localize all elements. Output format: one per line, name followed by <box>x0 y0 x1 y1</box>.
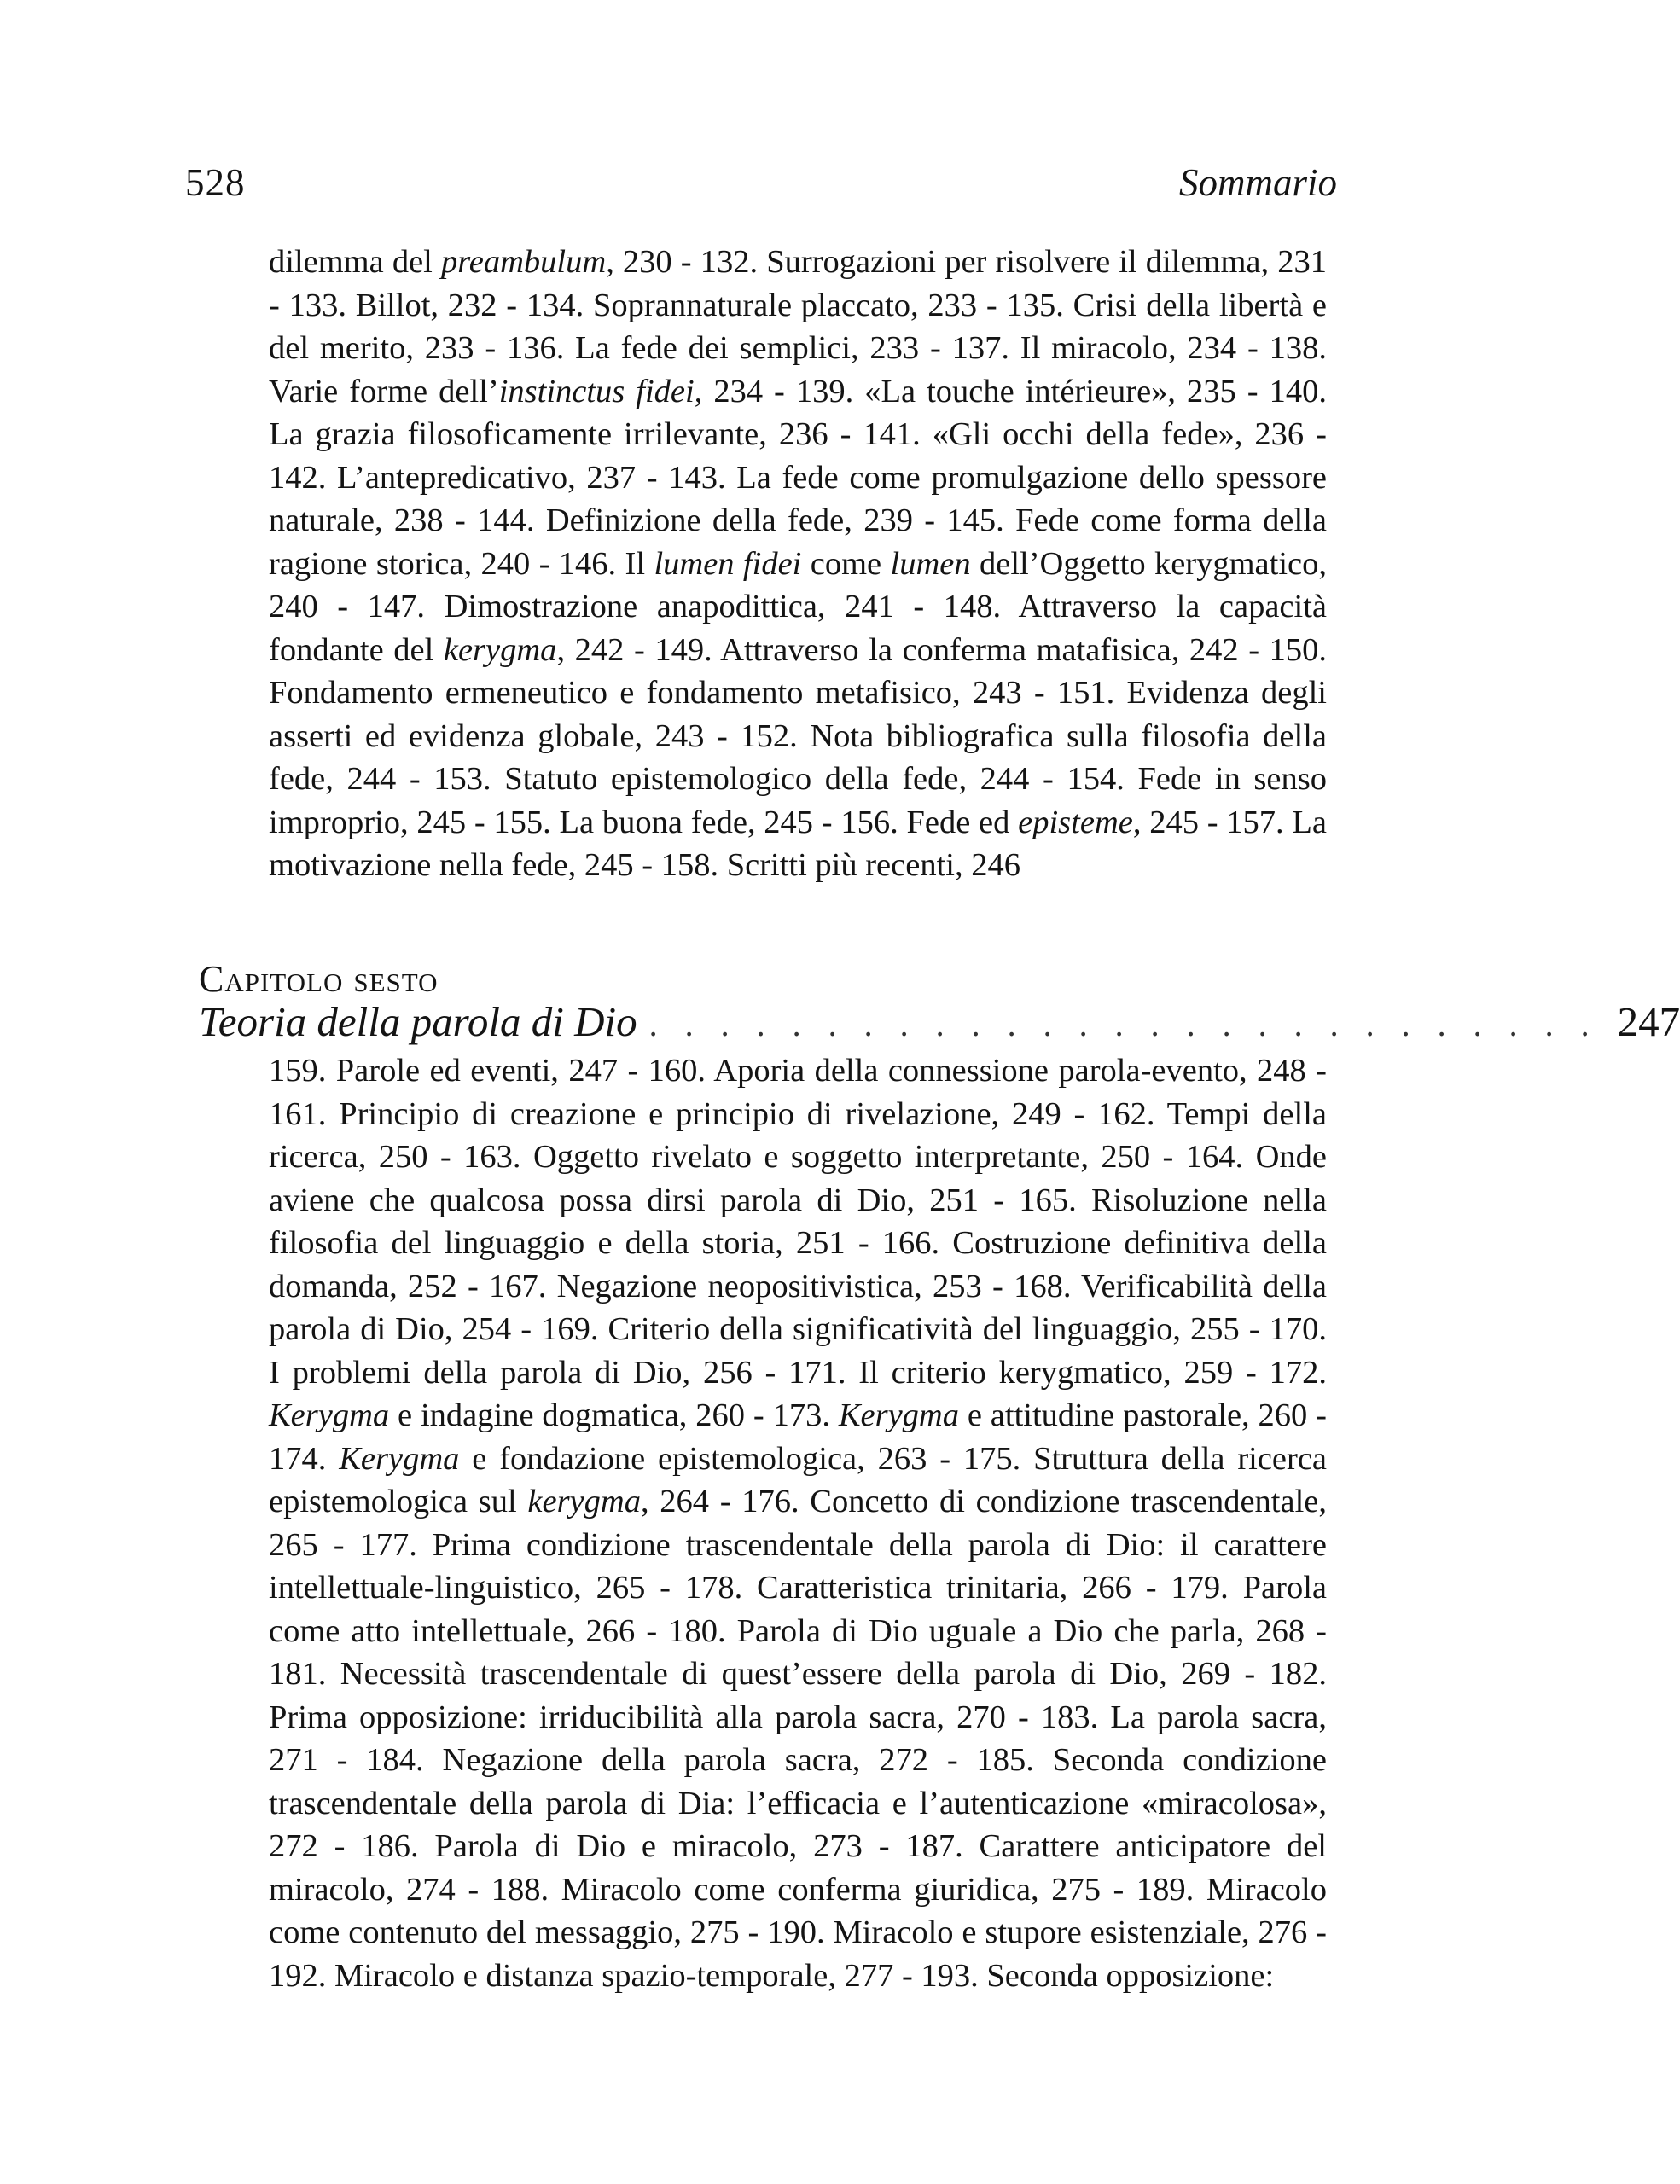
chapter-title: Teoria della parola di Dio <box>199 998 637 1045</box>
toc-text: e attitudine pastorale, 260 - 174. <box>269 1397 1327 1477</box>
italic-term: Kerygma <box>269 1397 390 1433</box>
toc-text: e indagine dogmatica, 260 - 173. <box>389 1397 839 1433</box>
chapter-page-number: 247 <box>1617 998 1680 1045</box>
toc-text: , 242 - 149. Attraverso la conferma matafisica, 242 - 150. Fondamento ermeneutico e fondamento metafisico, 243 - 151. Evidenza degli asserti ed evidenza globale, 243 - 152. Nota bibliografica sulla filosofia della fede, 244 - 153. Statuto epistemologico della fede, 244 - 154. Fede in senso improprio, 245 - 155. La buona fede, 245 - 156. Fede ed <box>269 631 1327 840</box>
page-number: 528 <box>185 161 246 204</box>
italic-term: instinctus fidei <box>498 373 695 410</box>
italic-term: lumen fidei <box>654 545 802 582</box>
chapter-label: Capitolo sesto <box>199 958 439 1000</box>
toc-text: , 234 - 139. «La touche intérieure», 235 - 140. La grazia filosoficamente irrilevante, 236 - 141. «Gli occhi della fede», 236 - 142. L’antepredicativo, 237 - 143. La fede come promulgazione dello spessore naturale, 238 - 144. Definizione della fede, 239 - 145. Fede come forma della ragione storica, 240 - 146. Il <box>269 373 1327 582</box>
toc-entries-chapter-5 <box>269 241 1327 887</box>
toc-text: , 245 - 157. La motivazione nella fede, 245 - 158. Scritti più recenti, 246 <box>269 804 1327 883</box>
toc-text: 159. Parole ed eventi, 247 - 160. Aporia della connessione parola-evento, 248 - 161. Principio di creazione e principio di rivelazione, 249 - 162. Tempi della ricerca, 250 - 163. Oggetto rivelato e soggetto interpretante, 250 - 164. Onde aviene che qualcosa possa dirsi parola di Dio, 251 - 165. Risoluzione nella filosofia del linguaggio e della storia, 251 - 166. Costruzione definitiva della domanda, 252 - 167. Negazione neopositivistica, 253 - 168. Verificabilità della parola di Dio, 254 - 169. Criterio della significatività del linguaggio, 255 - 170. I problemi della parola di Dio, 256 - 171. Il criterio kerygmatico, 259 - 172. <box>269 1053 1327 1391</box>
toc-text: , 230 - 132. Surrogazioni per risolvere il dilemma, 231 - 133. Billot, 232 - 134. Soprannaturale placcato, 233 - 135. Crisi della libertà e del merito, 233 - 136. La fede dei semplici, 233 - 137. Il miracolo, 234 - 138. Varie forme dell’ <box>269 244 1327 410</box>
chapter-title-row <box>199 998 1680 1046</box>
toc-text: come <box>801 545 891 582</box>
italic-term: Kerygma <box>838 1397 959 1433</box>
italic-term: episteme <box>1018 804 1133 840</box>
running-head: Sommario <box>1178 161 1337 204</box>
toc-paragraph <box>269 241 1327 887</box>
dot-leader: . . . . . . . . . . . . . . . . . . . . . . . . . . . <box>648 1005 1599 1043</box>
toc-paragraph <box>269 1049 1327 1997</box>
italic-term: lumen <box>890 545 971 582</box>
toc-text: dell’Oggetto kerygmatico, 240 - 147. Dimostrazione anapodittica, 241 - 148. Attraverso la capacità fondante del <box>269 545 1327 668</box>
italic-term: kerygma <box>527 1484 641 1519</box>
toc-text: dilemma del <box>269 244 441 280</box>
toc-text: , 264 - 176. Concetto di condizione trascendentale, 265 - 177. Prima condizione trascendentale della parola di Dio: il carattere intellettuale-linguistico, 265 - 178. Caratteristica trinitaria, 266 - 179. Parola come atto intellettuale, 266 - 180. Parola di Dio uguale a Dio che parla, 268 - 181. Necessità trascendentale di quest’essere della parola di Dio, 269 - 182. Prima opposizione: irriducibilità alla parola sacra, 270 - 183. La parola sacra, 271 - 184. Negazione della parola sacra, 272 - 185. Seconda condizione trascendentale della parola di Dia: l’efficacia e l’autenticazione «miracolosa», 272 - 186. Parola di Dio e miracolo, 273 - 187. Carattere anticipatore del miracolo, 274 - 188. Miracolo come conferma giuridica, 275 - 189. Miracolo come contenuto del messaggio, 275 - 190. Miracolo e stupore esistenziale, 276 - 192. Miracolo e distanza spazio-temporale, 277 - 193. Seconda opposizione: <box>269 1484 1327 1994</box>
italic-term: kerygma <box>443 631 557 668</box>
toc-text: e fondazione epistemologica, 263 - 175. Struttura della ricerca epistemologica sul <box>269 1440 1328 1519</box>
toc-entries-chapter-6 <box>269 1049 1327 1997</box>
italic-term: Kerygma <box>339 1440 460 1477</box>
italic-term: preambulum <box>440 244 607 280</box>
